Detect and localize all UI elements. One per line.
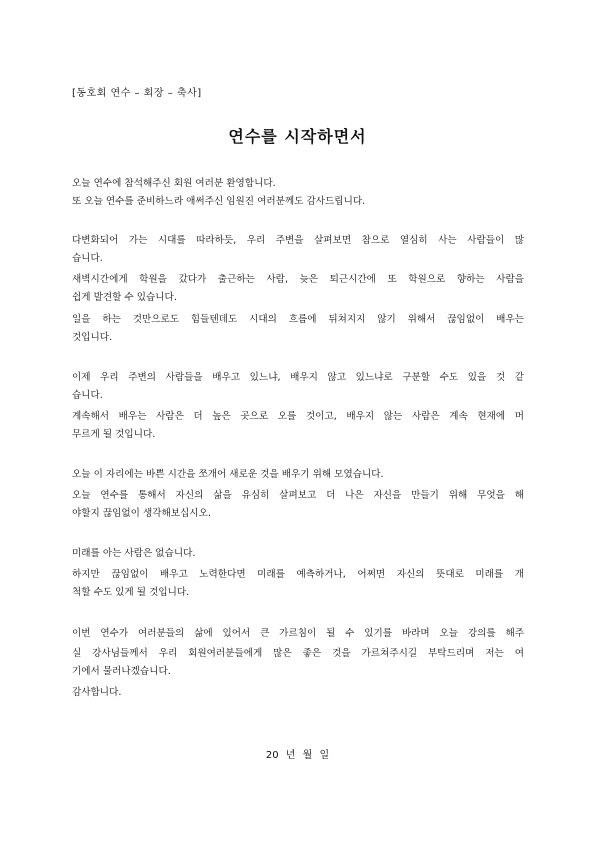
body-line: 이제 우리 주변의 사람들을 배우고 있느냐, 배우지 않고 있느냐로 구분할 수도 있을 것 같 xyxy=(72,372,524,383)
body-line: 오늘 연수에 참석해주신 회원 여러분 환영합니다. xyxy=(72,178,276,189)
body-line: 쉽게 발견할 수 있습니다. xyxy=(72,292,177,303)
body-line: 새벽시간에게 학원을 갔다가 출근하는 사람, 늦은 퇴근시간에 또 학원으로 향하는 사람을 xyxy=(72,274,524,285)
body-line: 하지만 끊임없이 배우고 노력한다면 미래를 예측하거나, 어쩌면 자신의 뜻대로 미래를 개 xyxy=(72,569,524,580)
body-line: 기에서 물러나겠습니다. xyxy=(72,666,171,677)
body-line: 오늘 이 자리에는 바쁜 시간을 쪼개어 새로운 것을 배우기 위해 모였습니다. xyxy=(72,469,384,480)
body-line: 일을 하는 것만으로도 힘들텐데도 시대의 흐름에 뒤쳐지지 않기 위해서 끊임없이 배우는 xyxy=(72,314,524,325)
document-title: 연수를 시작하면서 xyxy=(228,127,367,146)
body-line: 다변화되어 가는 시대를 따라하듯, 우리 주변을 살펴보면 참으로 열심히 사는 사람들이 많 xyxy=(72,235,524,246)
body-line: 오늘 연수를 통해서 자신의 삶을 유심히 살펴보고 더 나은 자신을 만들기 위해 무엇을 해 xyxy=(72,490,524,501)
body-line: 감사합니다. xyxy=(72,687,122,698)
body-line: 척할 수도 있게 될 것입니다. xyxy=(72,587,190,598)
header-label: [동호회 연수 – 회장 – 축사] xyxy=(72,88,202,99)
body-line: 또 오늘 연수를 준비하느라 애써주신 임원진 여러분께도 감사드립니다. xyxy=(72,196,366,207)
body-line: 실 강사님들께서 우리 회원여러분들에게 많은 좋은 것을 가르쳐주시길 부탁드리며 저는 여 xyxy=(72,648,524,659)
body-line: 것입니다. xyxy=(72,332,113,343)
body-line: 습니다. xyxy=(72,253,103,264)
body-line: 습니다. xyxy=(72,390,103,401)
body-line: 계속해서 배우는 사람은 더 높은 곳으로 오를 것이고, 배우지 않는 사람은 계속 현재에 머 xyxy=(72,411,524,422)
date-line: 20 년 월 일 xyxy=(265,750,330,761)
body-line: 무르게 될 것입니다. xyxy=(72,429,156,440)
body-line: 이번 연수가 여러분들의 삶에 있어서 큰 가르침이 될 수 있기를 바라며 오늘 강의를 해주 xyxy=(72,628,524,639)
body-line: 야할지 끊임없이 생각해보십시오. xyxy=(72,508,211,519)
body-line: 미래를 아는 사람은 없습니다. xyxy=(72,548,196,559)
